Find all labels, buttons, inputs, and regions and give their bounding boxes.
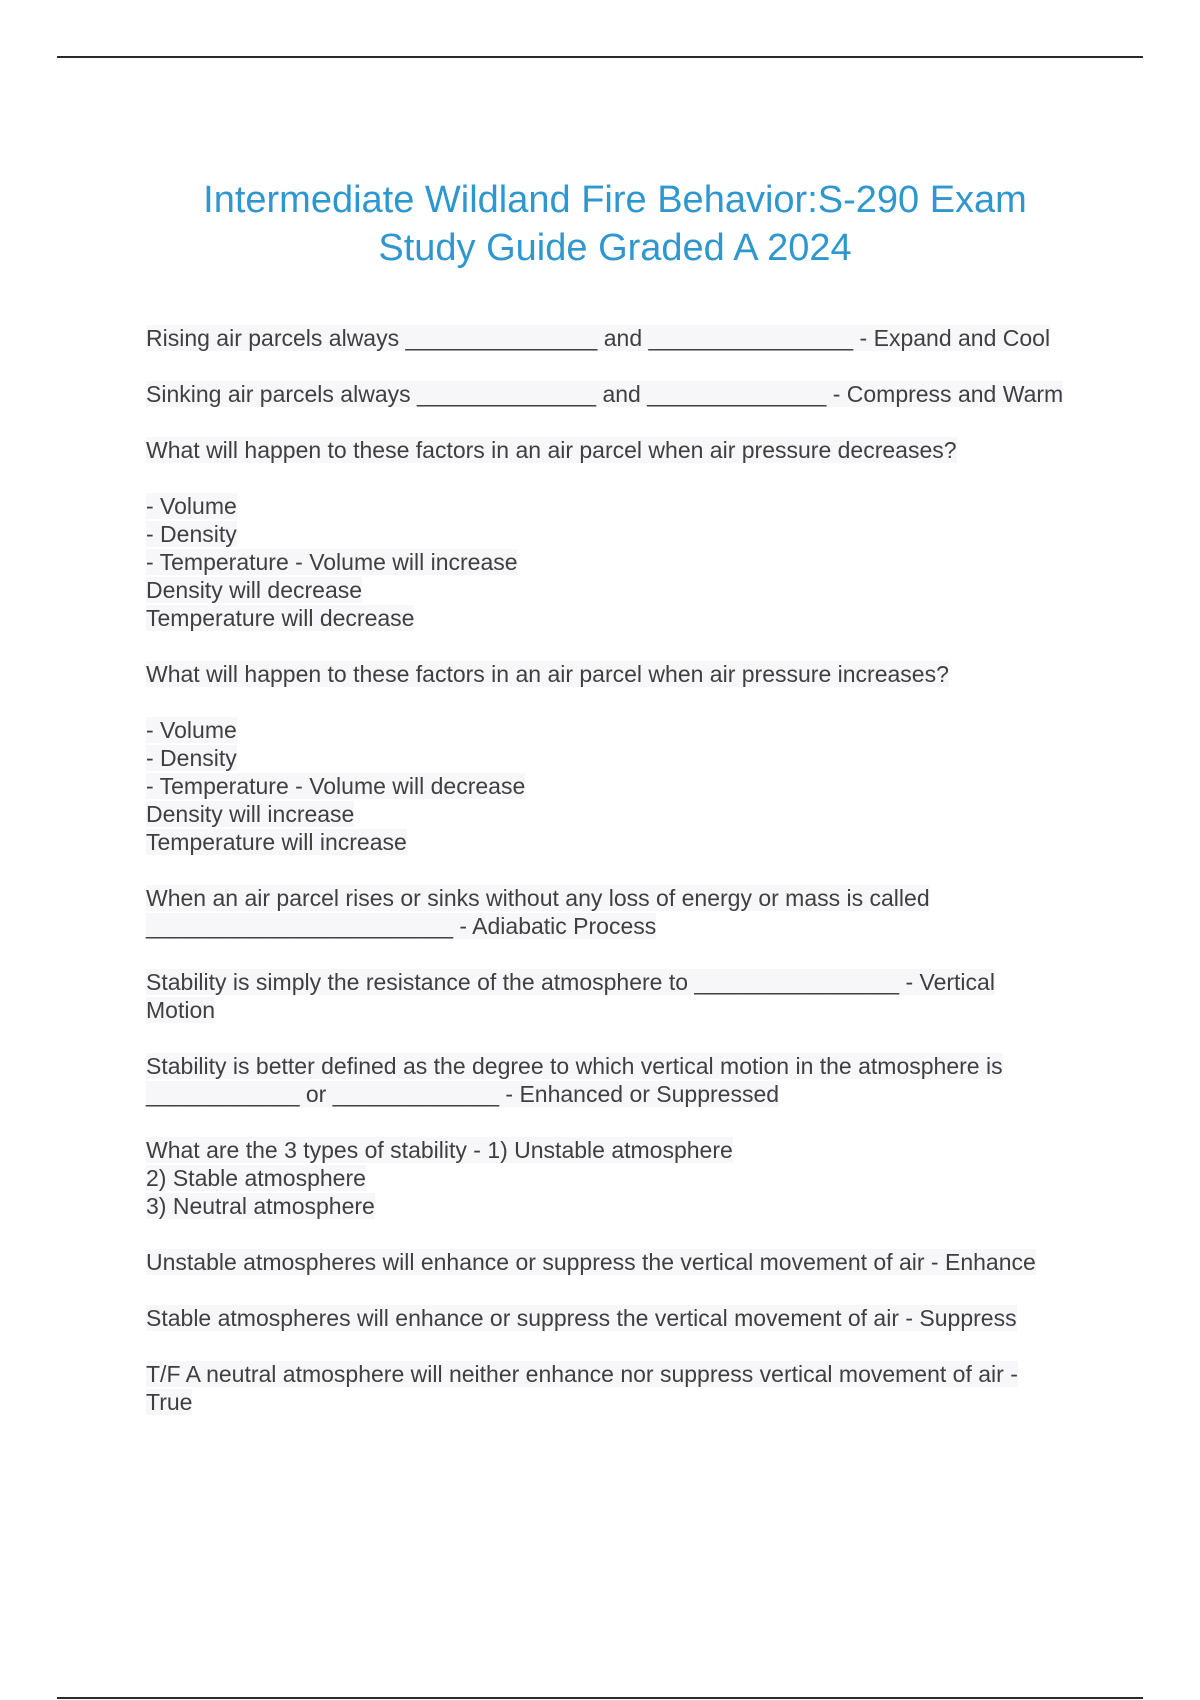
qa-text: When an air parcel rises or sinks without any loss of energy or mass is called ________________________ - Adiabatic Process <box>146 885 930 939</box>
study-guide-content <box>146 324 1096 1444</box>
qa-item <box>146 1360 1096 1416</box>
qa-item <box>146 436 1096 464</box>
qa-text: Stability is better defined as the degree to which vertical motion in the atmosphere is ____________ or _____________ - Enhanced or Suppressed <box>146 1053 1003 1107</box>
qa-item <box>146 1304 1096 1332</box>
qa-text: What will happen to these factors in an air parcel when air pressure decreases? <box>146 437 957 463</box>
qa-text: Rising air parcels always _______________ and ________________ - Expand and Cool <box>146 325 1051 351</box>
qa-text: What will happen to these factors in an air parcel when air pressure increases? <box>146 661 949 687</box>
qa-text: What are the 3 types of stability - 1) Unstable atmosphere 2) Stable atmosphere 3) Neutral atmosphere <box>146 1137 733 1219</box>
qa-item <box>146 324 1096 352</box>
qa-item <box>146 1052 1096 1108</box>
qa-text: - Volume - Density - Temperature - Volume will increase Density will decrease Temperature will decrease <box>146 493 518 631</box>
qa-item <box>146 1248 1096 1276</box>
qa-item <box>146 660 1096 688</box>
qa-item <box>146 968 1096 1024</box>
qa-text: T/F A neutral atmosphere will neither enhance nor suppress vertical movement of air - True <box>146 1361 1018 1415</box>
qa-item <box>146 716 1096 856</box>
document-title <box>100 176 1130 272</box>
title-line-2: Study Guide Graded A 2024 <box>378 227 852 269</box>
qa-item <box>146 380 1096 408</box>
qa-text: - Volume - Density - Temperature - Volume will decrease Density will increase Temperature will increase <box>146 717 526 855</box>
qa-item <box>146 492 1096 632</box>
qa-text: Sinking air parcels always ______________ and ______________ - Compress and Warm <box>146 381 1064 407</box>
title-line-1: Intermediate Wildland Fire Behavior:S-290 Exam <box>203 179 1027 221</box>
bottom-rule <box>57 1697 1143 1699</box>
qa-text: Stability is simply the resistance of the atmosphere to ________________ - Vertical Motion <box>146 969 995 1023</box>
qa-text: Stable atmospheres will enhance or suppress the vertical movement of air - Suppress <box>146 1305 1017 1331</box>
qa-item <box>146 884 1096 940</box>
qa-text: Unstable atmospheres will enhance or suppress the vertical movement of air - Enhance <box>146 1249 1036 1275</box>
qa-item <box>146 1136 1096 1220</box>
top-rule <box>57 56 1143 58</box>
